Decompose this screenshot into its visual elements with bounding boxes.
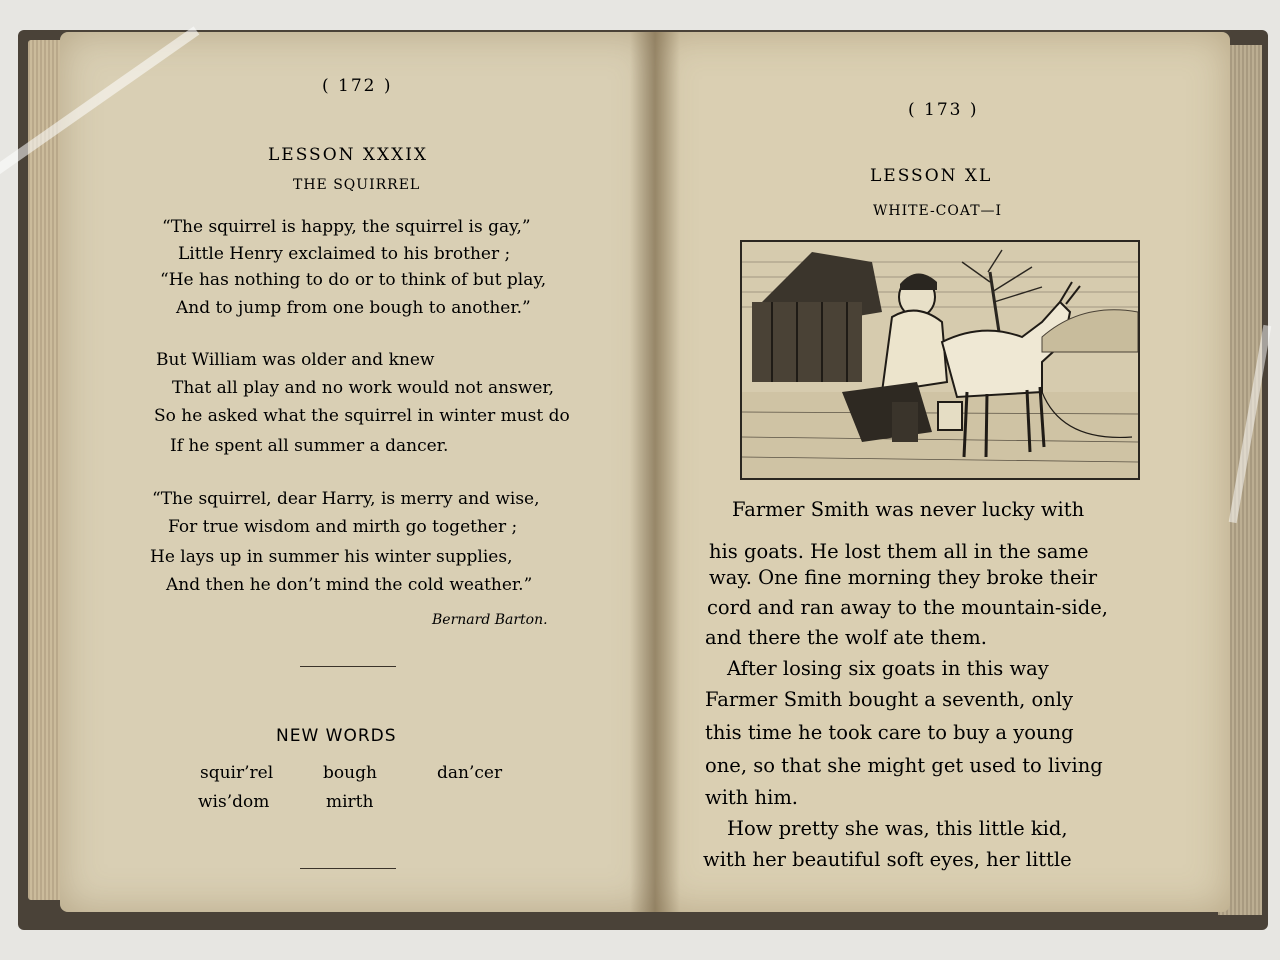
story-line: with him. <box>705 786 799 809</box>
poem-line: “The squirrel, dear Harry, is merry and wise, <box>152 489 540 509</box>
story-line: Farmer Smith was never lucky with <box>732 498 1085 521</box>
new-word: wis’dom <box>198 792 270 812</box>
poem-line: “He has nothing to do or to think of but play, <box>160 270 547 290</box>
story-line: one, so that she might get used to living <box>705 754 1103 777</box>
poem-line: But William was older and knew <box>156 350 435 370</box>
lesson-title-right: LESSON XL <box>870 166 993 186</box>
poem-line: If he spent all summer a dancer. <box>170 436 449 456</box>
story-line: After losing six goats in this way <box>727 657 1049 680</box>
story-line: way. One fine morning they broke their <box>709 566 1098 589</box>
new-word: mirth <box>326 792 374 812</box>
poem-line: “The squirrel is happy, the squirrel is gay,” <box>162 217 531 237</box>
poem-line: So he asked what the squirrel in winter must do <box>154 406 570 426</box>
new-words-heading: NEW WORDS <box>276 726 397 746</box>
divider-rule <box>300 666 396 667</box>
page-number-right: ( 173 ) <box>908 100 979 120</box>
book-gutter <box>630 32 680 912</box>
poem-line: He lays up in summer his winter supplies, <box>150 547 513 567</box>
poem-line: And to jump from one bough to another.” <box>176 298 531 318</box>
new-word: squir’rel <box>200 763 274 783</box>
divider-rule <box>300 868 396 869</box>
story-line: his goats. He lost them all in the same <box>709 540 1089 563</box>
story-line: How pretty she was, this little kid, <box>727 817 1068 840</box>
farmer-milking-goat-illustration <box>740 240 1140 480</box>
story-line: and there the wolf ate them. <box>705 626 987 649</box>
poem-title: THE SQUIRREL <box>293 177 421 193</box>
poem-author: Bernard Barton. <box>432 612 548 628</box>
page-number-left: ( 172 ) <box>322 76 393 96</box>
poem-line: And then he don’t mind the cold weather.” <box>166 575 533 595</box>
poem-line: That all play and no work would not answer, <box>172 378 555 398</box>
poem-line: For true wisdom and mirth go together ; <box>168 517 518 537</box>
poem-line: Little Henry exclaimed to his brother ; <box>178 244 511 264</box>
new-word: dan’cer <box>437 763 503 783</box>
story-line: this time he took care to buy a young <box>705 721 1074 744</box>
lesson-title-left: LESSON XXXIX <box>268 145 429 165</box>
new-word: bough <box>323 763 377 783</box>
story-line: with her beautiful soft eyes, her little <box>703 848 1072 871</box>
story-title: WHITE-COAT—I <box>873 203 1003 219</box>
story-line: Farmer Smith bought a seventh, only <box>705 688 1074 711</box>
story-line: cord and ran away to the mountain-side, <box>707 596 1108 619</box>
